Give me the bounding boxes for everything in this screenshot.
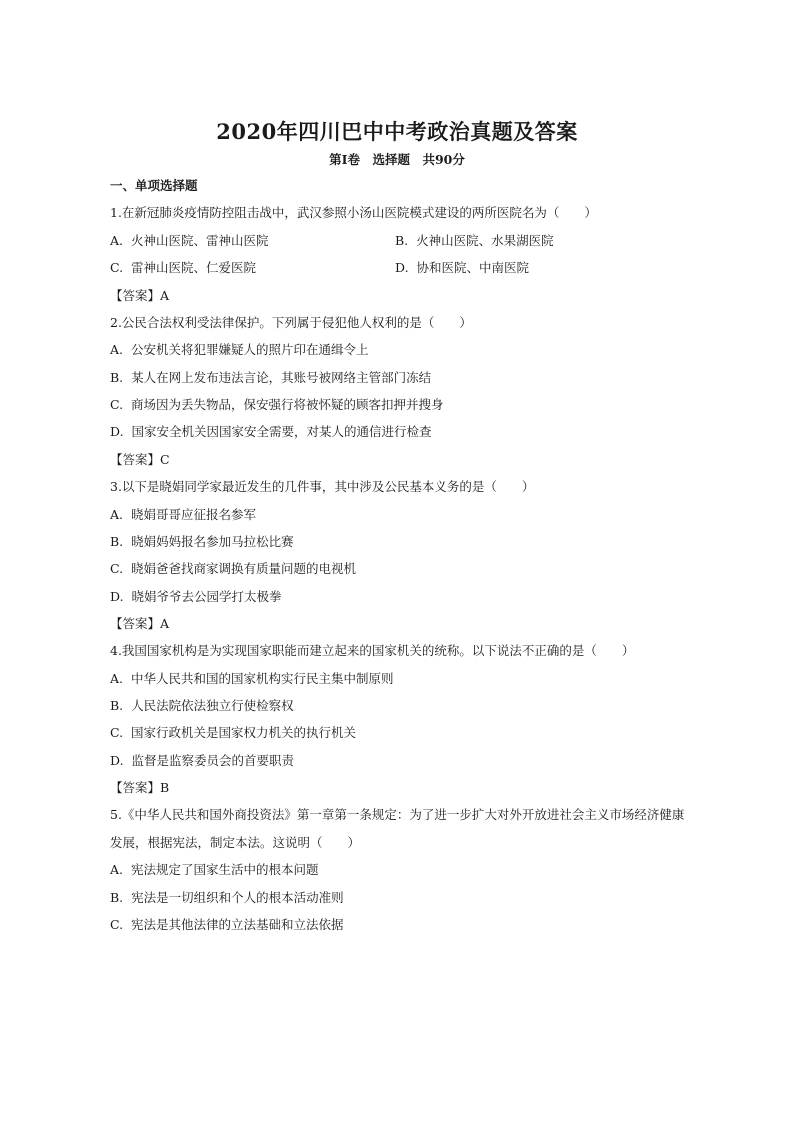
- question-4-option-c: C. 国家行政机关是国家权力机关的执行机关: [110, 725, 357, 740]
- question-1-option-c: C. 雷神山医院、仁爱医院: [110, 260, 257, 275]
- question-3-stem: 3.以下是晓娟同学家最近发生的几件事，其中涉及公民基本义务的是（ ）: [110, 479, 535, 494]
- question-4-option-d: D. 监督是监察委员会的首要职责: [110, 753, 294, 768]
- question-1-option-d: D. 协和医院、中南医院: [395, 260, 529, 275]
- question-2-option-c: C. 商场因为丢失物品，保安强行将被怀疑的顾客扣押并搜身: [110, 397, 444, 412]
- question-3-answer: 【答案】A: [110, 616, 170, 631]
- question-1-option-b: B. 火神山医院、水果湖医院: [395, 233, 554, 248]
- paper-subtitle: 第Ⅰ卷 选择题 共90分: [329, 152, 465, 167]
- document-title: 2020年四川巴中中考政治真题及答案: [216, 119, 578, 144]
- question-1-answer: 【答案】A: [110, 288, 170, 303]
- question-5-option-c: C. 宪法是其他法律的立法基础和立法依据: [110, 917, 344, 932]
- section-heading: 一、单项选择题: [110, 178, 198, 193]
- question-3-option-c: C. 晓娟爸爸找商家调换有质量问题的电视机: [110, 561, 357, 576]
- question-2-stem: 2.公民合法权利受法律保护。下列属于侵犯他人权利的是（ ）: [110, 315, 472, 330]
- question-4-answer: 【答案】B: [110, 780, 170, 795]
- question-3-option-b: B. 晓娟妈妈报名参加马拉松比赛: [110, 534, 294, 549]
- question-1-stem: 1.在新冠肺炎疫情防控阻击战中，武汉参照小汤山医院模式建设的两所医院名为（ ）: [110, 205, 597, 220]
- question-5-stem-line-1: 5.《中华人民共和国外商投资法》第一章第一条规定：为了进一步扩大对外开放进社会主义市场经济健康: [110, 807, 685, 822]
- question-2-answer: 【答案】C: [110, 452, 170, 467]
- question-2-option-d: D. 国家安全机关因国家安全需要，对某人的通信进行检查: [110, 424, 432, 439]
- question-2-option-b: B. 某人在网上发布违法言论，其账号被网络主管部门冻结: [110, 370, 432, 385]
- question-3-option-a: A. 晓娟哥哥应征报名参军: [110, 507, 256, 522]
- question-4-stem: 4.我国国家机构是为实现国家职能而建立起来的国家机关的统称。以下说法不正确的是（ ）: [110, 643, 635, 658]
- question-4-option-a: A. 中华人民共和国的国家机构实行民主集中制原则: [110, 671, 394, 686]
- question-5-option-a: A. 宪法规定了国家生活中的根本问题: [110, 862, 319, 877]
- question-3-option-d: D. 晓娟爷爷去公园学打太极拳: [110, 589, 282, 604]
- question-2-option-a: A. 公安机关将犯罪嫌疑人的照片印在通缉令上: [110, 342, 369, 357]
- question-5-stem-line-2: 发展，根据宪法，制定本法。这说明（ ）: [110, 835, 361, 850]
- question-1-option-a: A. 火神山医院、雷神山医院: [110, 233, 269, 248]
- question-4-option-b: B. 人民法院依法独立行使检察权: [110, 698, 294, 713]
- question-5-option-b: B. 宪法是一切组织和个人的根本活动准则: [110, 890, 344, 905]
